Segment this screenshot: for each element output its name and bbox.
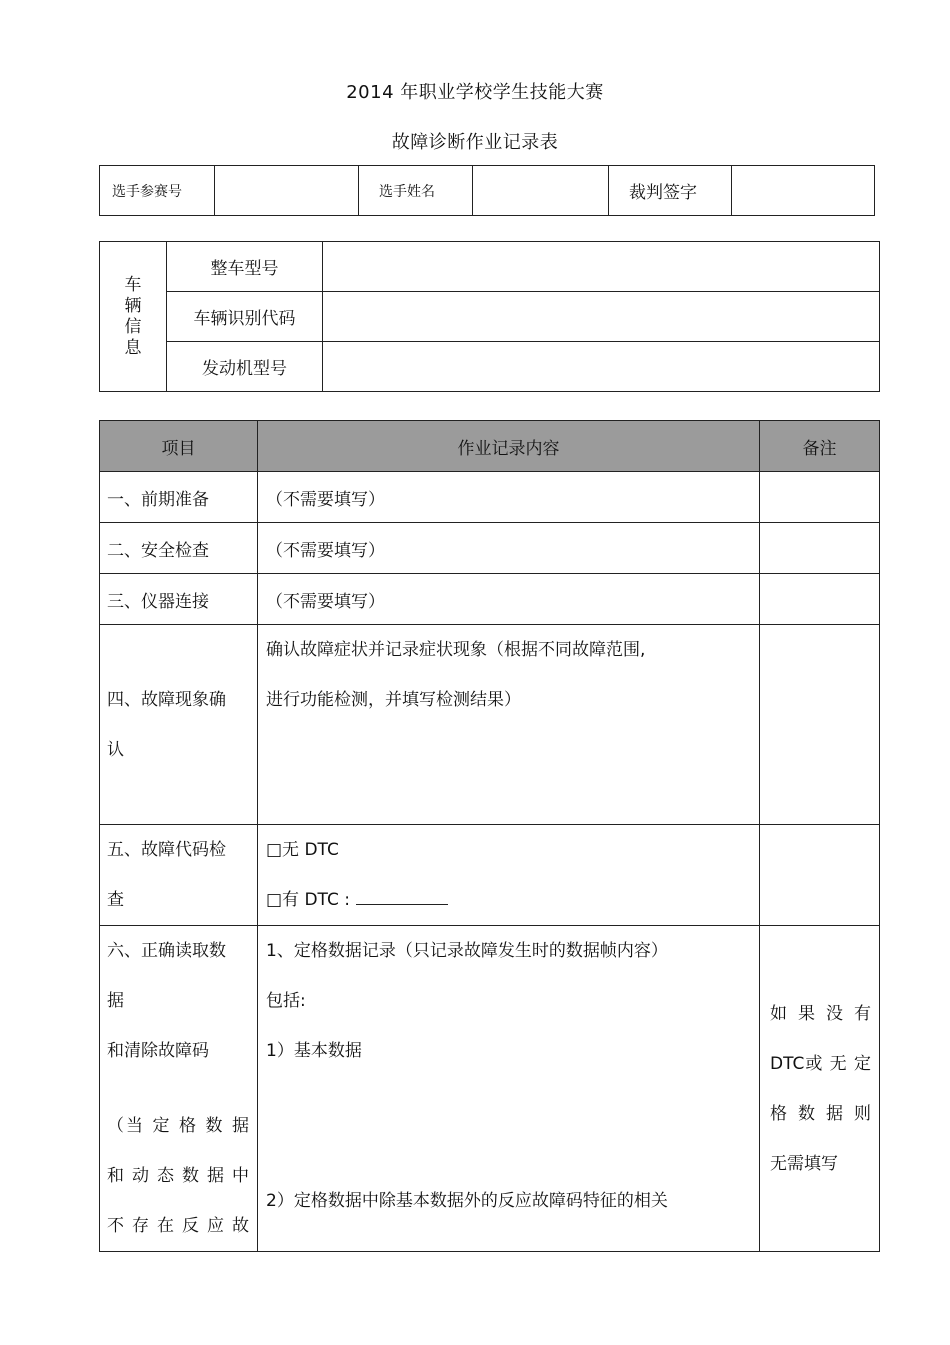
table-row	[100, 926, 880, 1252]
row-content-symptom[interactable]: 确认故障症状并记录症状现象（根据不同故障范围, 进行功能检测，并填写检测结果）	[258, 625, 760, 825]
row-content-freeze-frame[interactable]: 1、定格数据记录（只记录故障发生时的数据帧内容） 包括: 1）基本数据 2）定格数据中除基本数据外的反应故障码特征的相关	[258, 926, 760, 1252]
dtc-code-blank[interactable]	[356, 890, 448, 905]
table-row	[100, 825, 880, 926]
table-row	[100, 472, 880, 523]
row-note-dtc-check[interactable]	[760, 825, 880, 926]
judge-signature-label: 裁判签字	[609, 166, 732, 216]
column-header-item: 项目	[100, 421, 258, 472]
vin-label: 车辆识别代码	[167, 292, 323, 342]
vehicle-info-table	[99, 241, 880, 392]
row-item-instrument: 三、仪器连接	[100, 574, 258, 625]
form-title: 故障诊断作业记录表	[391, 132, 559, 153]
row-item-prep: 一、前期准备	[100, 472, 258, 523]
contestant-number-field[interactable]	[215, 166, 359, 216]
row-item-safety: 二、安全检查	[100, 523, 258, 574]
row-content-dtc-check	[258, 825, 760, 926]
row-item-dtc-check: 五、故障代码检 查	[100, 825, 258, 926]
column-header-content: 作业记录内容	[258, 421, 760, 472]
vehicle-model-label: 整车型号	[167, 242, 323, 292]
contestant-name-field[interactable]	[473, 166, 609, 216]
row-content-instrument: （不需要填写）	[258, 574, 760, 625]
row-note-instrument[interactable]	[760, 574, 880, 625]
judge-signature-field[interactable]	[732, 166, 875, 216]
table-row	[100, 523, 880, 574]
work-record-table	[99, 420, 880, 1252]
row-note-safety[interactable]	[760, 523, 880, 574]
no-dtc-checkbox[interactable]: □无 DTC	[266, 840, 339, 860]
contestant-name-label: 选手姓名	[359, 166, 473, 216]
engine-model-field[interactable]	[323, 342, 880, 392]
has-dtc-option[interactable]	[266, 875, 759, 925]
row-note-freeze-frame: 如 果 没 有 DTC或 无 定 格 数 据 则 无需填写	[760, 926, 880, 1252]
table-row	[100, 574, 880, 625]
vin-field[interactable]	[323, 292, 880, 342]
vehicle-model-field[interactable]	[323, 242, 880, 292]
page-title: 2014 年职业学校学生技能大赛	[346, 82, 604, 103]
column-header-note: 备注	[760, 421, 880, 472]
vehicle-info-section-label: 车 辆 信 息	[100, 242, 167, 392]
row-note-prep[interactable]	[760, 472, 880, 523]
contestant-number-label: 选手参赛号	[100, 166, 215, 216]
row-item-freeze-frame: 六、正确读取数 据 和清除故障码 （当 定 格 数 据 和 动 态 数 据 中 不 存 在 反 应 故	[100, 926, 258, 1252]
row-note-symptom[interactable]	[760, 625, 880, 825]
row-content-prep: （不需要填写）	[258, 472, 760, 523]
engine-model-label: 发动机型号	[167, 342, 323, 392]
table-row	[100, 625, 880, 825]
row-content-safety: （不需要填写）	[258, 523, 760, 574]
row-item-symptom: 四、故障现象确 认	[100, 625, 258, 825]
contestant-table	[99, 165, 875, 216]
has-dtc-checkbox-label: □有 DTC :	[266, 890, 350, 910]
